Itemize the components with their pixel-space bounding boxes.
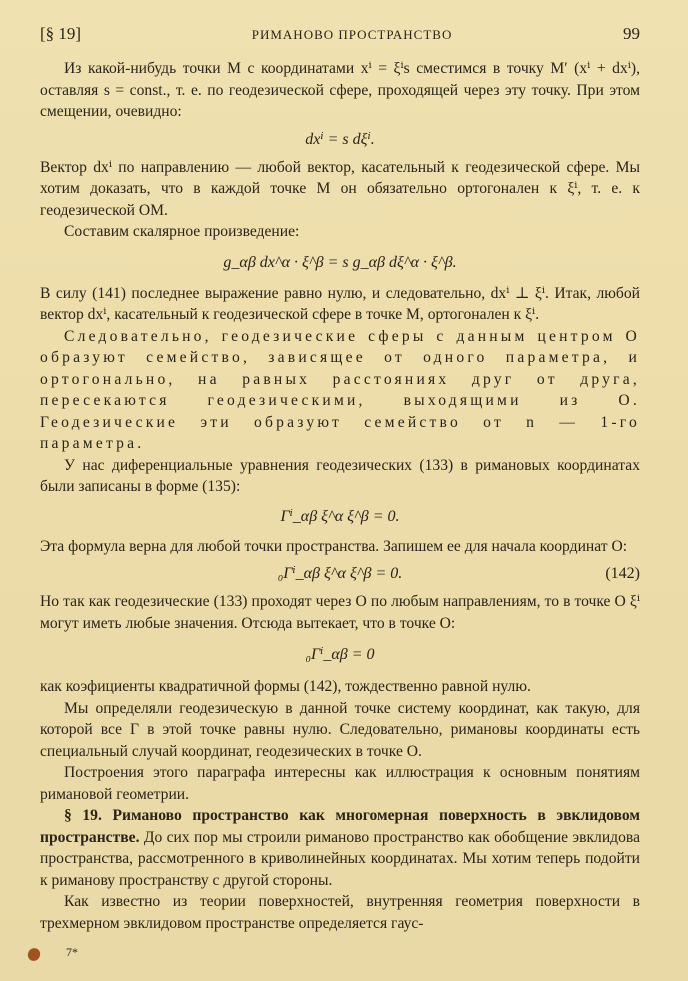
equation-4-body: ₀Γⁱ_αβ ξ^α ξ^β = 0. [277,565,403,582]
section-heading: § 19. Риманово пространство как многомерная поверхность в эвклидовом пространстве. [40,807,640,846]
equation-3: Γⁱ_αβ ξ^α ξ^β = 0. [280,507,400,525]
paragraph-13: Как известно из теории поверхностей, внутренняя геометрия поверхности в трехмерном эвклидовом пространстве определяется гаус- [40,893,640,932]
paragraph-3: Составим скалярное произведение: [64,223,300,240]
paragraph-8: Но так как геодезические (133) проходят через O по любым направлениям, то в точке O ξⁱ могут иметь любые значения. Отсюда вытекает, что в точке O: [40,593,640,632]
page-title: РИМАНОВО ПРОСТРАНСТВО [251,27,453,42]
paragraph-11: Построения этого параграфа интересны как иллюстрация к основным понятиям римановой геометрии. [40,764,640,803]
equation-number: (142) [605,565,640,582]
page-number: 99 [623,24,640,43]
section-ref: [§ 19] [40,24,82,43]
book-page [40,24,640,934]
paragraph-5: Следовательно, геодезические сферы с данным центром O образуют семейство, зависящее от одного параметра, и ортогонально, на равных расстояниях друг от друга, пересекаются геодезическими, выходящими из O. Геодезические эти образуют семейство от n — 1-го параметра. [40,327,640,452]
running-header [40,24,640,46]
paragraph-12-body: До сих пор мы строили риманово пространство как обобщение эвклидова пространства, рассмотренного в криволинейных координатах. Мы хотим теперь подойти к риманову пространству с другой стороны. [40,828,640,889]
signature-mark: 7* [66,945,78,959]
paragraph-7: Эта формула верна для любой точки пространства. Запишем ее для начала координат O: [40,537,628,555]
equation-2: g_αβ dx^α · ξ^β = s g_αβ dξ^α · ξ^β. [223,253,457,271]
paragraph-4: В силу (141) последнее выражение равно нулю, и следовательно, dxⁱ ⊥ ξⁱ. Итак, любой вектор dxⁱ, касательный к геодезической сфере в точке M, ортогонален к ξⁱ. [40,284,640,323]
paragraph-10: Мы определяли геодезическую в данной точке систему координат, как такую, для которой все Γ в этой точке равны нулю. Следовательно, римановы координаты есть специальный случай координат, геодезических в точке O. [40,699,640,760]
paragraph-1: Из какой-нибудь точки M с координатами xⁱ = ξⁱs сместимся в точку M′ (xⁱ + dxⁱ), оставляя s = const., т. е. по геодезической сфере, проходящей через эту точку. При этом смещении, очевидно: [40,60,640,120]
equation-1: dxⁱ = s dξⁱ. [305,130,375,148]
equation-5: ₀Γⁱ_αβ = 0 [305,646,375,663]
equation-4 [40,557,640,591]
paragraph-12 [40,805,640,891]
ink-stain [26,946,43,963]
paragraph-6: У нас диференциальные уравнения геодезических (133) в римановых координатах были записаны в форме (135): [40,456,640,495]
paragraph-9: как коэфициенты квадратичной формы (142), тождественно равной нулю. [40,678,531,695]
paragraph-2: Вектор dxⁱ по направлению — любой вектор, касательный к геодезической сфере. Мы хотим доказать, что в каждой точке M он обязательно ортогонален к ξⁱ, т. е. к геодезической OM. [40,158,640,219]
